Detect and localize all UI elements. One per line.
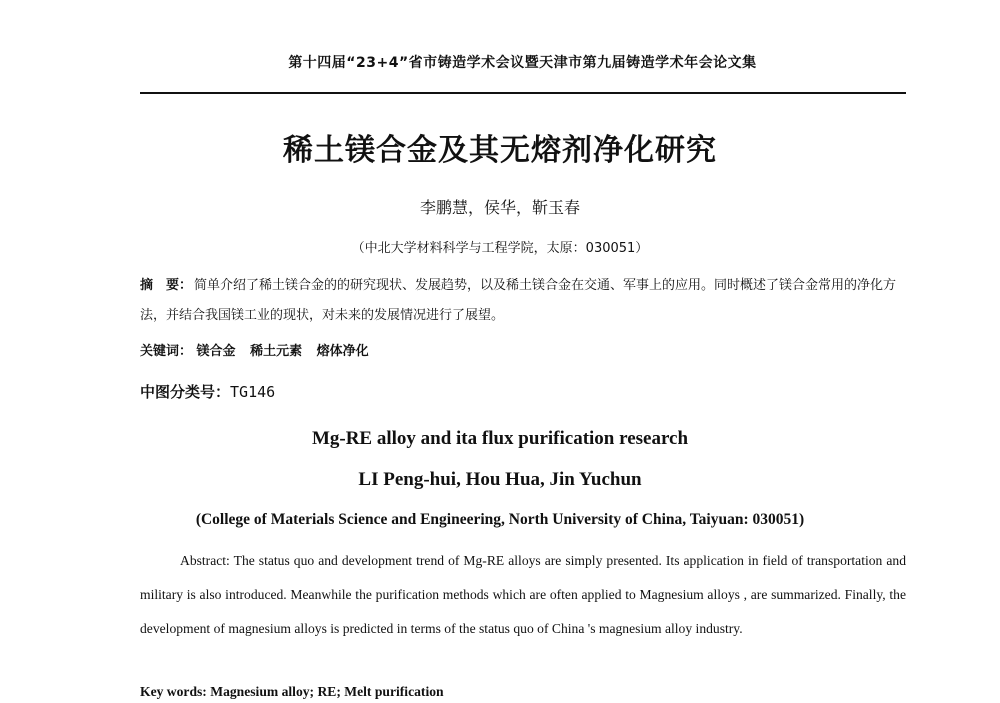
paper-title-cn: 稀土镁合金及其无熔剂净化研究	[283, 133, 717, 168]
abstract-cn-text: 简单介绍了稀土镁合金的的研究现状、发展趋势，以及稀土镁合金在交通、军事上的应用。同时概述了镁合金常用的净化方法，并结合我国镁工业的现状，对未来的发展情况进行了展望。	[140, 278, 897, 323]
paper-title-en: Mg-RE alloy and ita flux purification research	[311, 428, 689, 449]
abstract-en	[140, 544, 906, 646]
keywords-cn	[140, 340, 379, 359]
keywords-en	[140, 684, 444, 700]
clc-code: TG146	[230, 383, 276, 401]
keyword-cn: 镁合金	[196, 344, 236, 359]
authors-cn: 李鹏慧，侯华，靳玉春	[419, 198, 580, 217]
affiliation-cn: （中北大学材料科学与工程学院，太原：030051）	[351, 241, 649, 256]
authors-en: LI Peng-hui, Hou Hua, Jin Yuchun	[358, 469, 642, 490]
keywords-en-text: Magnesium alloy; RE; Melt purification	[210, 684, 444, 699]
abstract-cn	[140, 271, 908, 331]
abstract-en-text: The status quo and development trend of Mg-RE alloys are simply presented. Its application in field of transportation and military is also introduced. Meanwhile the purification methods which are often applied to Magnesium alloys , are summarized. Finally, the development of magnesium alloys is predicted in terms of the status quo of China 's magnesium alloy industry.	[140, 553, 907, 636]
abstract-cn-label: 摘 要：	[140, 278, 193, 293]
proceedings-header: 第十四届“23+4”省市铸造学术会议暨天津市第九届铸造学术年会论文集	[288, 55, 757, 71]
keyword-cn: 稀土元素	[250, 344, 303, 359]
header-rule	[140, 92, 906, 94]
clc-label: 中图分类号：	[140, 383, 231, 401]
clc-number	[140, 381, 275, 402]
keyword-cn: 熔体净化	[316, 344, 369, 359]
keywords-en-label: Key words:	[140, 684, 207, 699]
abstract-en-label: Abstract:	[180, 553, 230, 568]
affiliation-en: (College of Materials Science and Engineering, North University of China, Taiyuan: 030051)	[195, 511, 805, 528]
keywords-cn-label: 关键词：	[140, 344, 193, 359]
